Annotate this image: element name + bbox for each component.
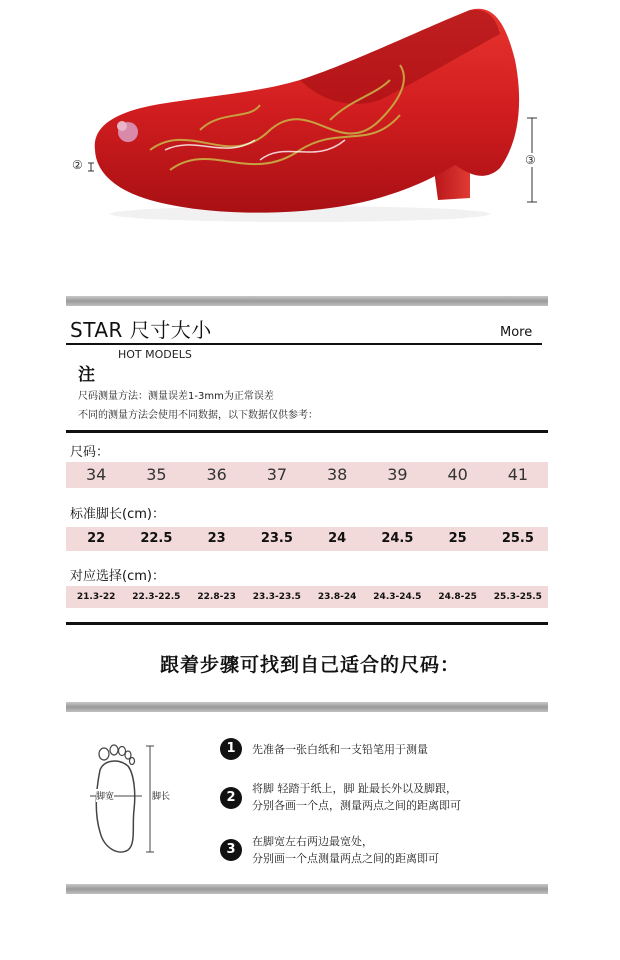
step-line: 分别画一个点测量两点之间的距离即可: [252, 852, 439, 865]
range-label: 对应选择(cm)：: [70, 569, 165, 584]
size-cell: 41: [507, 465, 529, 484]
size-cell: 37: [266, 465, 288, 484]
step-text: [252, 780, 461, 814]
foot-width-label: 脚宽: [96, 789, 114, 802]
table-top-rule: [66, 430, 548, 433]
range-cell: 21.3-22: [76, 592, 116, 602]
sizes-row: [66, 462, 548, 488]
length-label: 标准脚长(cm)：: [70, 507, 165, 522]
range-cell: 23.8-24: [317, 592, 357, 602]
step-line: 分别各画一个点，测量两点之间的距离即可: [252, 799, 461, 812]
more-link[interactable]: More: [500, 325, 533, 340]
range-cell: 22.3-22.5: [132, 592, 181, 602]
range-cell: 24.8-25: [438, 592, 477, 602]
step-number-badge: 1: [220, 738, 242, 760]
size-cell: 36: [206, 465, 227, 484]
range-cell: 23.3-23.5: [252, 592, 301, 602]
length-cell: 25: [448, 531, 467, 546]
dimension-mark-right: ③: [525, 153, 536, 167]
size-cell: 39: [387, 465, 408, 484]
range-cell: 22.8-23: [197, 592, 236, 602]
range-cell: 25.3-25.5: [493, 592, 542, 602]
length-cell: 22.5: [140, 531, 173, 546]
section-title: STAR 尺寸大小: [70, 318, 212, 342]
step-line: 将脚 轻踏于纸上，脚 趾最长外以及脚跟，: [252, 782, 457, 795]
length-cell: 23.5: [260, 531, 293, 546]
divider-bar: [66, 296, 548, 306]
sizes-label: 尺码：: [70, 445, 110, 460]
length-cell: 24.5: [381, 531, 414, 546]
size-cell: 35: [146, 465, 167, 484]
foot-outline-diagram: [74, 740, 194, 860]
length-cell: 24: [328, 531, 347, 546]
length-cell: 25.5: [501, 531, 534, 546]
divider-bar: [66, 702, 548, 712]
section-subtitle: HOT MODELS: [118, 348, 192, 361]
header-rule: [66, 343, 542, 345]
step-line: 在脚宽左右两边最宽处，: [252, 835, 373, 848]
note-line: 不同的测量方法会使用不同数据，以下数据仅供参考：: [78, 410, 318, 421]
lengths-row: [66, 527, 548, 551]
note-line: 尺码测量方法：测量误差1-3mm为正常误差: [78, 391, 274, 402]
step-text: [252, 833, 439, 867]
product-shoe-image: [0, 0, 620, 230]
step-number-badge: 2: [220, 787, 242, 809]
step-text: [252, 741, 428, 758]
length-cell: 23: [207, 531, 226, 546]
step-number-badge: 3: [220, 839, 242, 861]
note-title: 注: [78, 365, 95, 385]
foot-length-label: 脚长: [152, 789, 170, 802]
table-bottom-rule: [66, 622, 548, 625]
ranges-row: [66, 586, 548, 608]
step-line: 先准备一张白纸和一支铅笔用于测量: [252, 743, 428, 756]
size-cell: 38: [326, 465, 348, 484]
size-cell: 34: [85, 465, 107, 484]
range-cell: 24.3-24.5: [373, 592, 422, 602]
length-cell: 22: [87, 531, 106, 546]
steps-heading: 跟着步骤可找到自己适合的尺码：: [159, 654, 460, 676]
size-cell: 40: [447, 465, 468, 484]
dimension-mark-left: ②: [72, 158, 83, 172]
divider-bar: [66, 884, 548, 894]
